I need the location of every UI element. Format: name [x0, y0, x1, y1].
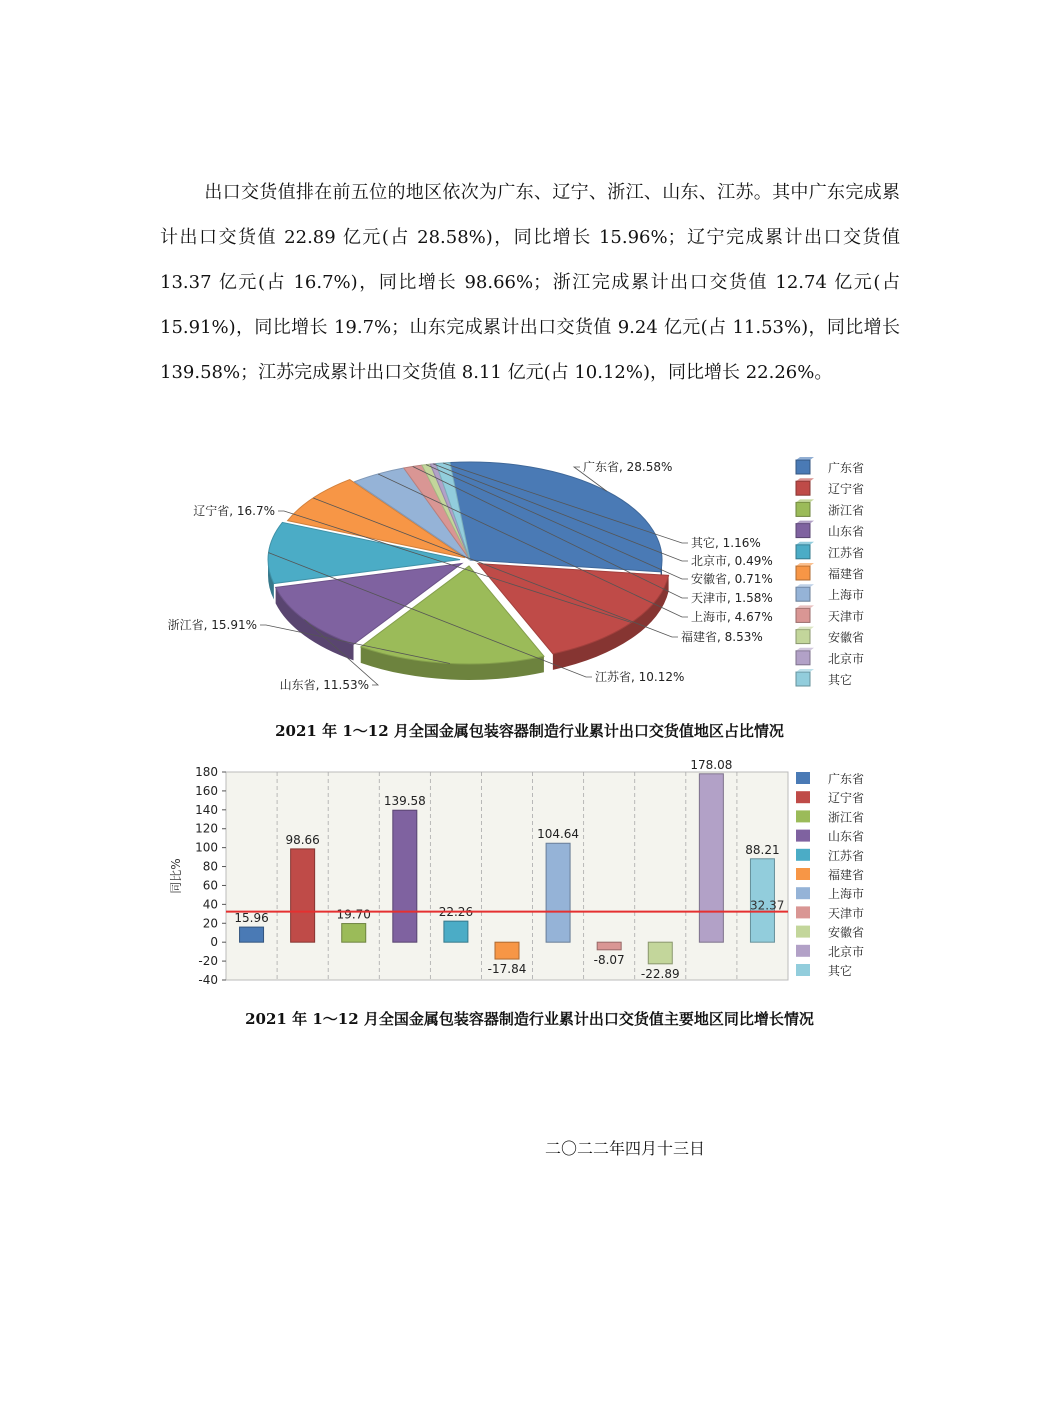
y-tick-label: 140 [195, 802, 218, 817]
pie-legend-swatch [796, 524, 810, 538]
pie-legend-swatch-top [796, 648, 814, 651]
pie-slice-label: 其它, 1.16% [691, 536, 761, 550]
pie-legend-swatch-top [796, 669, 814, 672]
pie-slice-label: 北京市, 0.49% [691, 554, 773, 568]
y-tick-label: 0 [210, 935, 218, 950]
bar-legend-label: 上海市 [828, 887, 865, 902]
summary-text: 出口交货值排在前五位的地区依次为广东、辽宁、浙江、山东、江苏。其中广东完成累计出口交货值 22.89 亿元(占 28.58%)，同比增长 15.96%；辽宁完成累计出口交货值 13.37 亿元(占 16.7%)，同比增长 98.66%；浙江完成累计出口交货值 12.74 亿元(占 15.91%)，同比增长 19.7%；山东完成累计出口交货值 9.24 亿元(占 11.53%)，同比增长 139.58%；江苏完成累计出口交货值 8.11 亿元(占 10.12%)，同比增长 22.26%。 [160, 182, 900, 383]
y-axis-label: 同比% [169, 858, 183, 894]
pie-legend-label: 浙江省 [828, 503, 865, 518]
bar-value-label: -22.89 [640, 966, 680, 981]
bar-legend-swatch [796, 964, 810, 976]
y-tick-label: -20 [198, 954, 218, 969]
bar-value-label: 22.26 [438, 905, 474, 920]
pie-slice-label: 上海市, 4.67% [691, 610, 773, 624]
bar-value-label: 139.58 [383, 794, 426, 809]
bar-legend-label: 安徽省 [828, 925, 865, 940]
bar-value-label: 15.96 [234, 911, 269, 926]
pie-slice-label: 辽宁省, 16.7% [193, 504, 275, 518]
pie-legend-label: 辽宁省 [828, 482, 865, 497]
y-tick-label: 100 [195, 840, 218, 855]
bar-legend-swatch [796, 772, 810, 784]
pie-legend-swatch-top [796, 542, 814, 545]
pie-legend-swatch [796, 460, 810, 474]
bar-value-label: -8.07 [593, 952, 625, 967]
bar-legend-swatch [796, 868, 810, 880]
pie-slice-label: 安徽省, 0.71% [691, 572, 773, 586]
bar-legend-label: 北京市 [828, 944, 865, 959]
bar-legend-label: 浙江省 [828, 810, 865, 825]
y-tick-label: -40 [198, 973, 218, 987]
pie-legend-label: 上海市 [828, 588, 865, 603]
bar [240, 927, 264, 942]
pie-legend-label: 江苏省 [828, 545, 865, 560]
y-tick-label: 80 [202, 859, 218, 874]
bar-legend-swatch [796, 830, 810, 842]
bar-legend-swatch [796, 926, 810, 938]
pie-legend-swatch [796, 545, 810, 559]
bar [648, 942, 672, 964]
pie-legend-swatch-top [796, 584, 814, 587]
y-tick-label: 60 [202, 878, 218, 893]
pie-slice-label: 山东省, 11.53% [279, 678, 369, 692]
bar-chart [160, 755, 880, 995]
bar-value-label: 104.64 [537, 827, 580, 842]
average-label: 32.37 [750, 898, 785, 913]
pie-legend-label: 安徽省 [828, 630, 865, 645]
pie-caption: 2021 年 1～12 月全国金属包装容器制造行业累计出口交货值地区占比情况 [275, 722, 784, 740]
y-tick-label: 120 [195, 821, 218, 836]
bar-legend-swatch [796, 906, 810, 918]
pie-legend-swatch-top [796, 457, 814, 460]
pie-legend-swatch-top [796, 521, 814, 524]
pie-slice-label: 广东省, 28.58% [583, 460, 673, 474]
pie-legend-swatch-top [796, 563, 814, 566]
bar-legend-swatch [796, 791, 810, 803]
pie-slice-label: 福建省, 8.53% [681, 630, 763, 644]
bar-value-label: -17.84 [487, 962, 527, 977]
bar-legend-label: 天津市 [828, 906, 865, 921]
pie-legend-swatch-top [796, 627, 814, 630]
pie-slice-label: 天津市, 1.58% [691, 591, 773, 605]
bar-value-label: 178.08 [690, 757, 733, 772]
bar-value-label: 88.21 [745, 842, 780, 857]
pie-legend-swatch-top [796, 605, 814, 608]
pie-legend-label: 山东省 [828, 524, 865, 539]
bar-legend-label: 辽宁省 [828, 791, 865, 806]
pie-legend-label: 北京市 [828, 651, 865, 666]
bar [597, 942, 621, 950]
pie-legend-label: 广东省 [828, 461, 865, 475]
document-date: 二〇二二年四月十三日 [545, 1139, 706, 1158]
pie-legend-swatch [796, 608, 810, 622]
pie-slice [450, 462, 662, 572]
pie-legend-swatch-top [796, 478, 814, 481]
pie-legend-swatch [796, 672, 810, 686]
y-tick-label: 180 [195, 765, 218, 779]
bar [495, 942, 519, 959]
pie-legend-swatch [796, 481, 810, 495]
pie-legend-swatch [796, 630, 810, 644]
bar-legend-label: 福建省 [828, 868, 865, 882]
bar-caption: 2021 年 1～12 月全国金属包装容器制造行业累计出口交货值主要地区同比增长情况 [245, 1010, 814, 1028]
pie-legend-label: 天津市 [828, 609, 865, 624]
bar-legend-swatch [796, 887, 810, 899]
pie-chart [160, 445, 880, 710]
bar-legend-swatch [796, 945, 810, 957]
bar-legend-swatch [796, 810, 810, 822]
y-tick-label: 20 [202, 916, 218, 931]
bar-value-label: 19.70 [336, 907, 371, 922]
bar-legend-label: 江苏省 [828, 848, 865, 863]
bar [699, 774, 723, 942]
bar [546, 843, 570, 942]
pie-legend-swatch [796, 566, 810, 580]
pie-legend-label: 福建省 [828, 567, 865, 581]
bar-legend-label: 山东省 [828, 829, 865, 844]
bar-value-label: 98.66 [285, 832, 320, 847]
bar [444, 921, 468, 942]
pie-legend-swatch [796, 651, 810, 665]
bar [393, 810, 417, 942]
bar [291, 849, 315, 942]
pie-legend-swatch [796, 587, 810, 601]
pie-slice-label: 江苏省, 10.12% [595, 670, 685, 684]
pie-slice-label: 浙江省, 15.91% [167, 618, 257, 632]
y-tick-label: 160 [195, 783, 218, 798]
y-tick-label: 40 [202, 897, 218, 912]
pie-legend-swatch-top [796, 499, 814, 502]
bar-legend-label: 广东省 [828, 772, 865, 786]
bar-legend-label: 其它 [828, 964, 853, 978]
bar [342, 924, 366, 943]
pie-legend-swatch [796, 502, 810, 516]
pie-legend-label: 其它 [828, 673, 853, 687]
bar-legend-swatch [796, 849, 810, 861]
summary-paragraph [160, 170, 900, 395]
